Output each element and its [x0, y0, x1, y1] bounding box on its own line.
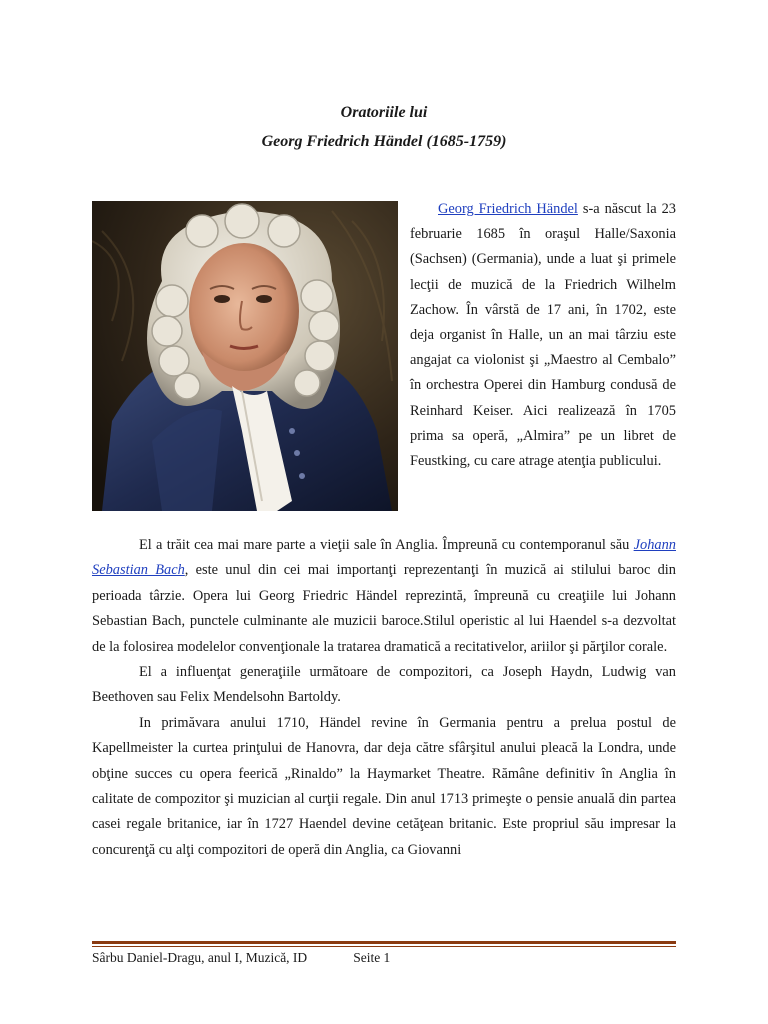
intro-paragraph: [410, 197, 676, 474]
paragraph-1-start: El a trăit cea mai mare parte a vieţii sale în Anglia. Împreună cu contemporanul său: [139, 537, 634, 553]
document-title-line2: Georg Friedrich Händel (1685-1759): [261, 133, 507, 150]
document-title-line1: Oratoriile lui: [340, 104, 428, 121]
footer-author: Sârbu Daniel-Dragu, anul I, Muzică, ID: [92, 950, 308, 965]
footer-divider-thick: [92, 941, 676, 944]
paragraph-1: [92, 533, 676, 660]
body-text: [92, 533, 676, 863]
paragraph-2: El a influenţat generaţiile următoare de compozitori, ca Joseph Haydn, Ludwig van Beethoven sau Felix Mendelsohn Bartoldy.: [92, 664, 676, 706]
footer-page-number: Seite 1: [353, 950, 391, 965]
page-footer: [92, 949, 390, 967]
handel-link[interactable]: Georg Friedrich Händel: [438, 201, 578, 217]
footer-divider-thin: [92, 946, 676, 947]
intro-text: s-a născut la 23 februarie 1685 în oraşul Halle/Saxonia (Sachsen) (Germania), unde a luat şi primele lecţii de muzică de la Friedrich Wilhelm Zachow. În vârstă de 17 ani, în 1702, este deja organist în Halle, un an mai târziu este angajat ca violonist şi „Maestro al Cembalo” în orchestra Operei din Hamburg condusă de Reinhard Keiser. Aici realizează în 1705 prima sa operă, „Almira” pe un libret de Feustking, cu care atrage atenţia publicului.: [410, 201, 677, 470]
paragraph-3: In primăvara anului 1710, Händel revine în Germania pentru a prelua postul de Kapellmeister la curtea prinţului de Hanovra, dar deja către sfârşitul anului pleacă la Londra, unde obţine succes cu opera feerică „Rinaldo” la Haymarket Theatre. Rămâne definitiv în Anglia în calitate de compozitor şi muzician al curţii regale. Din anul 1713 primeşte o pensie anuală din partea casei regale britanice, iar în 1727 Haendel devine cetăţean britanic. Este propriul său impresar la concurenţă cu alţi compozitori de operă din Anglia, ca Giovanni: [92, 714, 676, 858]
paragraph-1-rest: , este unul din cei mai importanţi reprezentanţi în muzică ai stilului baroc din perioada târzie. Opera lui Georg Friedric Händel reprezintă, împreună cu creaţiile lui Johann Sebastian Bach, punctele culminante ale muzicii baroce.Stilul operistic al lui Haendel s-a dezvoltat de la folosirea modelelor convenţionale la tratarea dramatică a recitativelor, ariilor şi părţilor corale.: [92, 562, 676, 655]
bach-link[interactable]: Johann Sebastian Bach: [92, 537, 676, 579]
portrait-painting: [92, 201, 398, 511]
handel-portrait-image: [92, 201, 398, 511]
